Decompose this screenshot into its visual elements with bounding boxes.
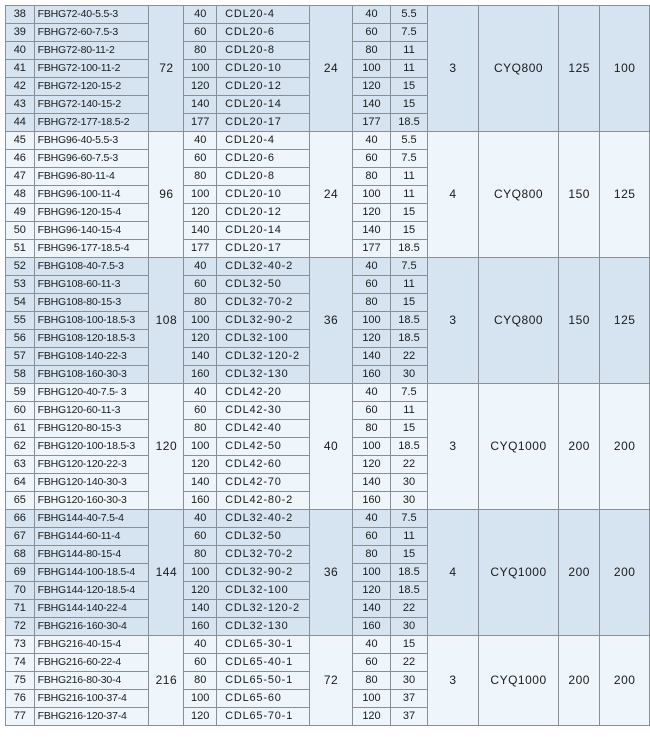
row-number-cell: 43: [6, 96, 35, 114]
tank-model-cell: CYQ800: [479, 6, 559, 132]
power-cell: 7.5: [391, 384, 428, 402]
pump-flow-cell: 140: [352, 600, 390, 618]
model-cell: FBHG108-160-30-3: [34, 366, 149, 384]
flow-cell: 100: [184, 186, 217, 204]
pump-model-cell: CDL20-6: [217, 150, 310, 168]
flow-cell: 120: [184, 456, 217, 474]
model-cell: FBHG120-120-22-3: [34, 456, 149, 474]
power-cell: 18.5: [391, 114, 428, 132]
power-cell: 15: [391, 96, 428, 114]
flow-cell: 120: [184, 204, 217, 222]
row-number-cell: 50: [6, 222, 35, 240]
row-number-cell: 49: [6, 204, 35, 222]
flow-cell: 80: [184, 546, 217, 564]
pump-flow-cell: 60: [352, 276, 390, 294]
model-cell: FBHG108-80-15-3: [34, 294, 149, 312]
pump-flow-cell: 80: [352, 294, 390, 312]
pump-model-cell: CDL42-50: [217, 438, 310, 456]
pump-model-cell: CDL65-40-1: [217, 654, 310, 672]
row-number-cell: 38: [6, 6, 35, 24]
row-number-cell: 65: [6, 492, 35, 510]
power-cell: 11: [391, 168, 428, 186]
row-number-cell: 60: [6, 402, 35, 420]
pump-model-cell: CDL32-70-2: [217, 294, 310, 312]
model-cell: FBHG72-100-11-2: [34, 60, 149, 78]
model-cell: FBHG72-80-11-2: [34, 42, 149, 60]
model-cell: FBHG216-60-22-4: [34, 654, 149, 672]
pump-model-cell: CDL65-60: [217, 690, 310, 708]
pump-model-cell: CDL42-80-2: [217, 492, 310, 510]
pump-model-cell: CDL20-4: [217, 6, 310, 24]
power-cell: 7.5: [391, 24, 428, 42]
pump-model-cell: CDL32-100: [217, 330, 310, 348]
pump-model-cell: CDL20-12: [217, 78, 310, 96]
power-cell: 22: [391, 456, 428, 474]
model-cell: FBHG216-160-30-4: [34, 618, 149, 636]
flow-cell: 120: [184, 78, 217, 96]
flow-cell: 120: [184, 582, 217, 600]
row-number-cell: 48: [6, 186, 35, 204]
flow-cell: 120: [184, 330, 217, 348]
power-cell: 5.5: [391, 132, 428, 150]
pump-flow-cell: 100: [352, 564, 390, 582]
flow-cell: 80: [184, 294, 217, 312]
model-cell: FBHG96-100-11-4: [34, 186, 149, 204]
pump-model-cell: CDL32-90-2: [217, 564, 310, 582]
flow-cell: 100: [184, 564, 217, 582]
row-number-cell: 53: [6, 276, 35, 294]
power-cell: 7.5: [391, 258, 428, 276]
model-cell: FBHG120-100-18.5-3: [34, 438, 149, 456]
pump-model-cell: CDL20-8: [217, 168, 310, 186]
model-cell: FBHG144-100-18.5-4: [34, 564, 149, 582]
power-cell: 18.5: [391, 240, 428, 258]
pump-model-cell: CDL65-50-1: [217, 672, 310, 690]
row-number-cell: 40: [6, 42, 35, 60]
pump-model-cell: CDL20-4: [217, 132, 310, 150]
pump-model-cell: CDL32-130: [217, 618, 310, 636]
flow-cell: 100: [184, 60, 217, 78]
power-cell: 22: [391, 348, 428, 366]
pump-model-cell: CDL42-60: [217, 456, 310, 474]
pump-flow-cell: 60: [352, 150, 390, 168]
power-cell: 11: [391, 42, 428, 60]
row-number-cell: 67: [6, 528, 35, 546]
row-number-cell: 74: [6, 654, 35, 672]
row-number-cell: 72: [6, 618, 35, 636]
outlet-size-cell: 200: [600, 384, 650, 510]
flow-cell: 140: [184, 96, 217, 114]
power-cell: 30: [391, 474, 428, 492]
flow-cell: 80: [184, 42, 217, 60]
row-number-cell: 39: [6, 24, 35, 42]
pump-model-cell: CDL20-14: [217, 222, 310, 240]
row-number-cell: 41: [6, 60, 35, 78]
power-cell: 15: [391, 78, 428, 96]
row-number-cell: 56: [6, 330, 35, 348]
model-cell: FBHG72-177-18.5-2: [34, 114, 149, 132]
flow-cell: 40: [184, 132, 217, 150]
pump-model-cell: CDL32-100: [217, 582, 310, 600]
row-number-cell: 52: [6, 258, 35, 276]
table-row: [6, 510, 650, 528]
row-number-cell: 73: [6, 636, 35, 654]
model-cell: FBHG144-140-22-4: [34, 600, 149, 618]
model-cell: FBHG96-40-5.5-3: [34, 132, 149, 150]
flow-cell: 160: [184, 618, 217, 636]
flow-cell: 120: [184, 708, 217, 726]
model-cell: FBHG96-120-15-4: [34, 204, 149, 222]
pump-flow-cell: 60: [352, 654, 390, 672]
power-cell: 37: [391, 690, 428, 708]
model-cell: FBHG72-60-7.5-3: [34, 24, 149, 42]
pump-flow-cell: 120: [352, 330, 390, 348]
total-flow-cell: 216: [149, 636, 184, 726]
table-row: [6, 6, 650, 24]
inlet-size-cell: 150: [559, 132, 600, 258]
flow-cell: 40: [184, 384, 217, 402]
pump-count-cell: 3: [427, 6, 478, 132]
pump-flow-cell: 120: [352, 708, 390, 726]
total-flow-cell: 72: [149, 6, 184, 132]
pump-flow-cell: 120: [352, 456, 390, 474]
row-number-cell: 71: [6, 600, 35, 618]
table-row: [6, 258, 650, 276]
pump-model-cell: CDL20-14: [217, 96, 310, 114]
pump-flow-cell: 120: [352, 582, 390, 600]
flow-cell: 60: [184, 276, 217, 294]
flow-cell: 40: [184, 510, 217, 528]
power-cell: 11: [391, 528, 428, 546]
flow-cell: 177: [184, 240, 217, 258]
pump-flow-cell: 40: [352, 132, 390, 150]
row-number-cell: 46: [6, 150, 35, 168]
pump-model-cell: CDL32-120-2: [217, 600, 310, 618]
outlet-size-cell: 200: [600, 636, 650, 726]
row-number-cell: 68: [6, 546, 35, 564]
tank-model-cell: CYQ1000: [479, 510, 559, 636]
pump-flow-cell: 80: [352, 420, 390, 438]
row-number-cell: 59: [6, 384, 35, 402]
row-number-cell: 61: [6, 420, 35, 438]
power-cell: 18.5: [391, 438, 428, 456]
table-row: [6, 384, 650, 402]
row-number-cell: 70: [6, 582, 35, 600]
power-cell: 18.5: [391, 312, 428, 330]
model-cell: FBHG72-140-15-2: [34, 96, 149, 114]
inlet-size-cell: 125: [559, 6, 600, 132]
pump-model-cell: CDL20-8: [217, 42, 310, 60]
model-cell: FBHG120-80-15-3: [34, 420, 149, 438]
spec-table: [5, 5, 650, 726]
inlet-size-cell: 150: [559, 258, 600, 384]
pump-flow-cell: 177: [352, 114, 390, 132]
power-cell: 18.5: [391, 582, 428, 600]
model-cell: FBHG216-80-30-4: [34, 672, 149, 690]
row-number-cell: 54: [6, 294, 35, 312]
model-cell: FBHG108-140-22-3: [34, 348, 149, 366]
flow-cell: 177: [184, 114, 217, 132]
flow-cell: 60: [184, 150, 217, 168]
flow-cell: 140: [184, 348, 217, 366]
flow-cell: 140: [184, 474, 217, 492]
power-cell: 11: [391, 276, 428, 294]
inlet-size-cell: 200: [559, 636, 600, 726]
inlet-size-cell: 200: [559, 510, 600, 636]
row-number-cell: 57: [6, 348, 35, 366]
pump-flow-cell: 120: [352, 78, 390, 96]
model-cell: FBHG96-60-7.5-3: [34, 150, 149, 168]
power-cell: 5.5: [391, 6, 428, 24]
outlet-size-cell: 125: [600, 258, 650, 384]
pump-flow-cell: 100: [352, 60, 390, 78]
table-row: [6, 132, 650, 150]
flow-cell: 100: [184, 438, 217, 456]
pump-flow-cell: 60: [352, 24, 390, 42]
row-number-cell: 69: [6, 564, 35, 582]
row-number-cell: 62: [6, 438, 35, 456]
pump-flow-cell: 100: [352, 690, 390, 708]
flow-cell: 60: [184, 528, 217, 546]
pump-model-cell: CDL65-30-1: [217, 636, 310, 654]
model-cell: FBHG120-140-30-3: [34, 474, 149, 492]
pump-flow-cell: 60: [352, 528, 390, 546]
unit-flow-cell: 36: [310, 258, 353, 384]
pump-model-cell: CDL42-70: [217, 474, 310, 492]
model-cell: FBHG120-60-11-3: [34, 402, 149, 420]
unit-flow-cell: 36: [310, 510, 353, 636]
inlet-size-cell: 200: [559, 384, 600, 510]
total-flow-cell: 144: [149, 510, 184, 636]
model-cell: FBHG96-177-18.5-4: [34, 240, 149, 258]
power-cell: 15: [391, 204, 428, 222]
flow-cell: 100: [184, 312, 217, 330]
power-cell: 22: [391, 600, 428, 618]
pump-count-cell: 3: [427, 384, 478, 510]
pump-flow-cell: 80: [352, 546, 390, 564]
flow-cell: 40: [184, 258, 217, 276]
model-cell: FBHG108-120-18.5-3: [34, 330, 149, 348]
flow-cell: 80: [184, 672, 217, 690]
row-number-cell: 47: [6, 168, 35, 186]
row-number-cell: 63: [6, 456, 35, 474]
row-number-cell: 77: [6, 708, 35, 726]
power-cell: 7.5: [391, 510, 428, 528]
pump-flow-cell: 140: [352, 474, 390, 492]
power-cell: 18.5: [391, 330, 428, 348]
tank-model-cell: CYQ1000: [479, 384, 559, 510]
power-cell: 22: [391, 654, 428, 672]
pump-flow-cell: 100: [352, 438, 390, 456]
pump-flow-cell: 100: [352, 186, 390, 204]
model-cell: FBHG96-140-15-4: [34, 222, 149, 240]
model-cell: FBHG108-60-11-3: [34, 276, 149, 294]
pump-flow-cell: 177: [352, 240, 390, 258]
row-number-cell: 58: [6, 366, 35, 384]
tank-model-cell: CYQ1000: [479, 636, 559, 726]
pump-flow-cell: 80: [352, 168, 390, 186]
pump-model-cell: CDL32-130: [217, 366, 310, 384]
power-cell: 37: [391, 708, 428, 726]
power-cell: 11: [391, 60, 428, 78]
model-cell: FBHG216-120-37-4: [34, 708, 149, 726]
tank-model-cell: CYQ800: [479, 132, 559, 258]
power-cell: 15: [391, 294, 428, 312]
pump-count-cell: 3: [427, 636, 478, 726]
pump-flow-cell: 40: [352, 384, 390, 402]
outlet-size-cell: 200: [600, 510, 650, 636]
model-cell: FBHG144-80-15-4: [34, 546, 149, 564]
power-cell: 30: [391, 492, 428, 510]
pump-flow-cell: 40: [352, 510, 390, 528]
pump-model-cell: CDL20-17: [217, 240, 310, 258]
flow-cell: 40: [184, 6, 217, 24]
pump-model-cell: CDL32-90-2: [217, 312, 310, 330]
row-number-cell: 51: [6, 240, 35, 258]
pump-model-cell: CDL20-17: [217, 114, 310, 132]
row-number-cell: 75: [6, 672, 35, 690]
pump-model-cell: CDL32-70-2: [217, 546, 310, 564]
unit-flow-cell: 24: [310, 6, 353, 132]
model-cell: FBHG120-40-7.5- 3: [34, 384, 149, 402]
model-cell: FBHG108-100-18.5-3: [34, 312, 149, 330]
model-cell: FBHG72-40-5.5-3: [34, 6, 149, 24]
row-number-cell: 66: [6, 510, 35, 528]
total-flow-cell: 96: [149, 132, 184, 258]
pump-model-cell: CDL65-70-1: [217, 708, 310, 726]
model-cell: FBHG144-60-11-4: [34, 528, 149, 546]
model-cell: FBHG120-160-30-3: [34, 492, 149, 510]
flow-cell: 160: [184, 492, 217, 510]
power-cell: 15: [391, 222, 428, 240]
power-cell: 15: [391, 546, 428, 564]
pump-flow-cell: 40: [352, 258, 390, 276]
row-number-cell: 45: [6, 132, 35, 150]
pump-model-cell: CDL42-40: [217, 420, 310, 438]
row-number-cell: 76: [6, 690, 35, 708]
model-cell: FBHG144-120-18.5-4: [34, 582, 149, 600]
pump-model-cell: CDL20-10: [217, 60, 310, 78]
pump-flow-cell: 120: [352, 204, 390, 222]
flow-cell: 140: [184, 222, 217, 240]
unit-flow-cell: 40: [310, 384, 353, 510]
unit-flow-cell: 24: [310, 132, 353, 258]
pump-flow-cell: 40: [352, 6, 390, 24]
pump-model-cell: CDL32-40-2: [217, 258, 310, 276]
total-flow-cell: 120: [149, 384, 184, 510]
flow-cell: 100: [184, 690, 217, 708]
tank-model-cell: CYQ800: [479, 258, 559, 384]
flow-cell: 140: [184, 600, 217, 618]
model-cell: FBHG144-40-7.5-4: [34, 510, 149, 528]
pump-count-cell: 4: [427, 132, 478, 258]
pump-model-cell: CDL32-40-2: [217, 510, 310, 528]
flow-cell: 160: [184, 366, 217, 384]
power-cell: 11: [391, 402, 428, 420]
row-number-cell: 42: [6, 78, 35, 96]
flow-cell: 40: [184, 636, 217, 654]
pump-model-cell: CDL20-6: [217, 24, 310, 42]
pump-model-cell: CDL32-50: [217, 528, 310, 546]
model-cell: FBHG216-100-37-4: [34, 690, 149, 708]
pump-flow-cell: 140: [352, 222, 390, 240]
power-cell: 30: [391, 366, 428, 384]
pump-flow-cell: 160: [352, 492, 390, 510]
pump-flow-cell: 160: [352, 618, 390, 636]
row-number-cell: 55: [6, 312, 35, 330]
flow-cell: 80: [184, 168, 217, 186]
power-cell: 30: [391, 672, 428, 690]
row-number-cell: 64: [6, 474, 35, 492]
power-cell: 15: [391, 420, 428, 438]
pump-model-cell: CDL42-20: [217, 384, 310, 402]
unit-flow-cell: 72: [310, 636, 353, 726]
pump-model-cell: CDL20-12: [217, 204, 310, 222]
model-cell: FBHG72-120-15-2: [34, 78, 149, 96]
flow-cell: 60: [184, 402, 217, 420]
model-cell: FBHG216-40-15-4: [34, 636, 149, 654]
power-cell: 11: [391, 186, 428, 204]
table-row: [6, 636, 650, 654]
model-cell: FBHG108-40-7.5-3: [34, 258, 149, 276]
pump-flow-cell: 80: [352, 42, 390, 60]
outlet-size-cell: 100: [600, 6, 650, 132]
flow-cell: 80: [184, 420, 217, 438]
power-cell: 18.5: [391, 564, 428, 582]
pump-flow-cell: 80: [352, 672, 390, 690]
pump-model-cell: CDL32-50: [217, 276, 310, 294]
model-cell: FBHG96-80-11-4: [34, 168, 149, 186]
pump-model-cell: CDL32-120-2: [217, 348, 310, 366]
power-cell: 7.5: [391, 150, 428, 168]
pump-flow-cell: 140: [352, 348, 390, 366]
spec-table-body: [6, 6, 650, 726]
power-cell: 30: [391, 618, 428, 636]
pump-model-cell: CDL42-30: [217, 402, 310, 420]
pump-count-cell: 4: [427, 510, 478, 636]
pump-model-cell: CDL20-10: [217, 186, 310, 204]
total-flow-cell: 108: [149, 258, 184, 384]
pump-flow-cell: 60: [352, 402, 390, 420]
row-number-cell: 44: [6, 114, 35, 132]
pump-flow-cell: 100: [352, 312, 390, 330]
pump-flow-cell: 160: [352, 366, 390, 384]
flow-cell: 60: [184, 654, 217, 672]
pump-flow-cell: 140: [352, 96, 390, 114]
outlet-size-cell: 125: [600, 132, 650, 258]
pump-flow-cell: 40: [352, 636, 390, 654]
pump-count-cell: 3: [427, 258, 478, 384]
flow-cell: 60: [184, 24, 217, 42]
power-cell: 15: [391, 636, 428, 654]
